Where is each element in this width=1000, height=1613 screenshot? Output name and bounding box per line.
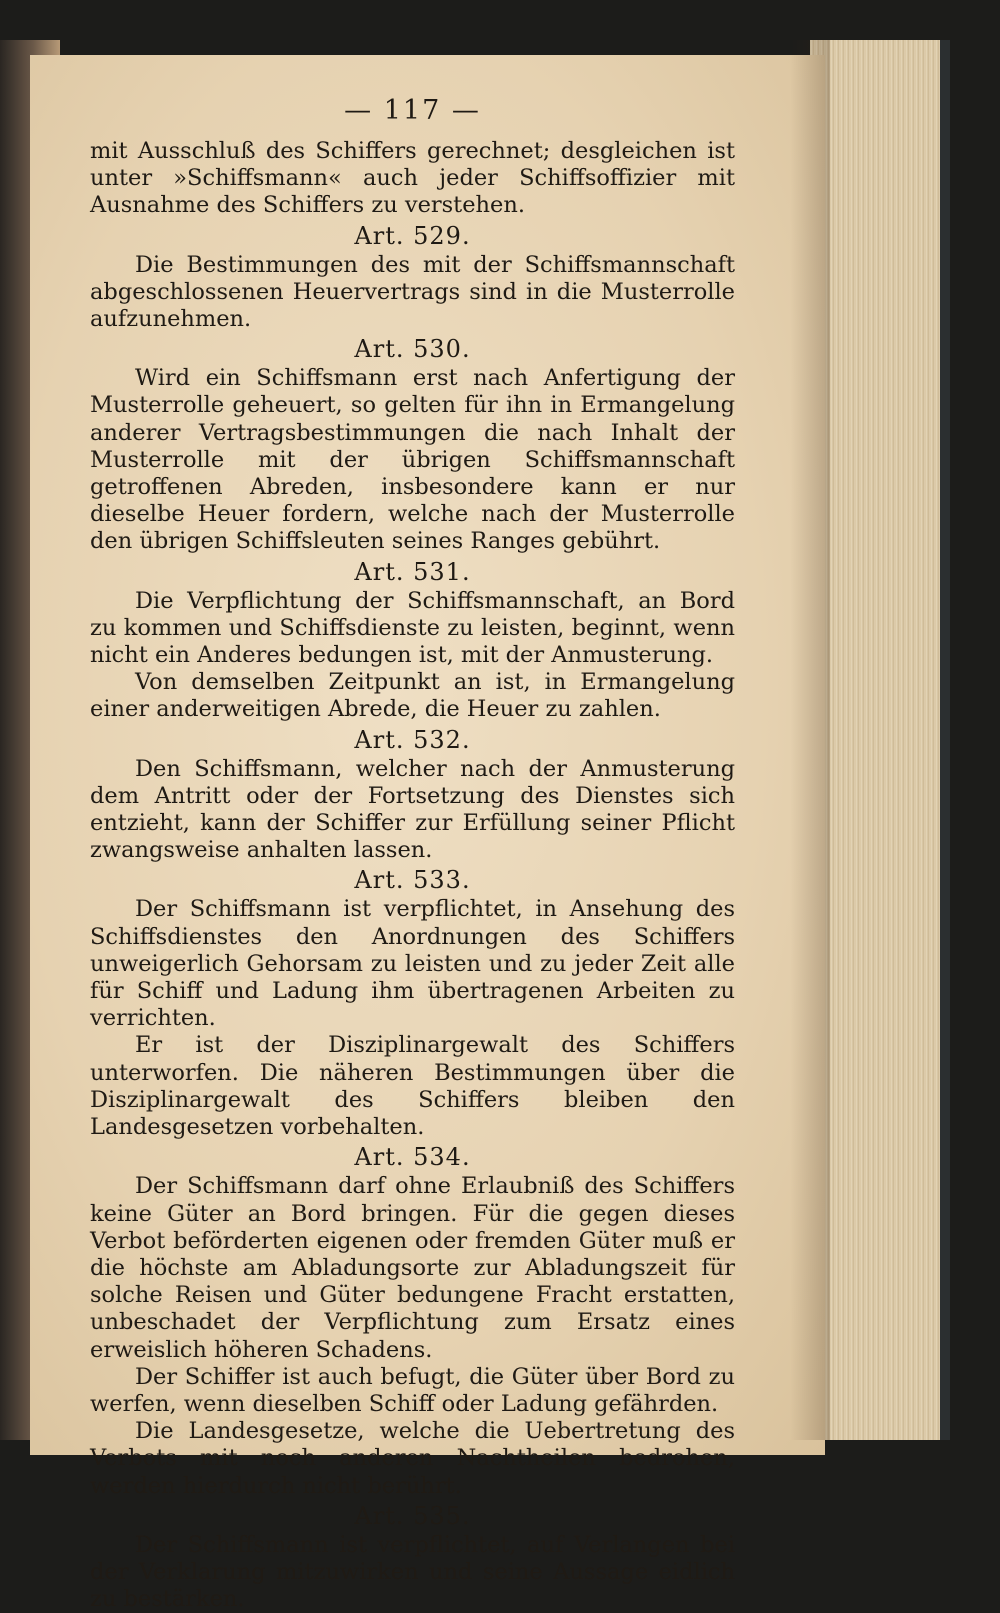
paragraph-art-531-a: Die Verpflichtung der Schiffsmannschaft, an Bord zu kommen und Schiffsdienste zu leisten, beginnt, wenn nicht ein Anderes bedungen ist, mit der Anmusterung. [90, 587, 735, 669]
paragraph-art-534-b: Der Schiffer ist auch befugt, die Güter über Bord zu werfen, wenn dieselben Schiff oder Ladung gefährden. [90, 1363, 735, 1417]
paragraph-art-534-c: Die Landesgesetze, welche die Uebertretung des Verbots mit noch anderen Nachtheilen bedrohen, werden hierdurch nicht berührt. [90, 1418, 735, 1499]
article-heading-529: Art. 529. [354, 221, 471, 250]
paragraph-art-529: Die Bestimmungen des mit der Schiffsmannschaft abgeschlossenen Heuervertrags sind in die Musterrolle aufzunehmen. [90, 251, 735, 333]
article-heading-534: Art. 534. [354, 1143, 471, 1172]
paragraph-art-533-a: Der Schiffsmann ist verpflichtet, in Ansehung des Schiffsdienstes den Anordnungen des Schiffers unweigerlich Gehorsam zu leisten und zu jeder Zeit alle für Schiff und Ladung ihm übertragenen Arbeiten zu verrichten. [90, 896, 735, 1032]
article-heading-533: Art. 533. [354, 866, 471, 895]
article-heading-532: Art. 532. [354, 725, 471, 754]
paragraph-intro: mit Ausschluß des Schiffers gerechnet; desgleichen ist unter »Schiffsmann« auch jeder Schiffsoffizier mit Ausnahme des Schiffers zu verstehen. [90, 138, 735, 219]
page-content [90, 95, 735, 1613]
spine-shadow [790, 40, 830, 1440]
page-number: — 117 — [344, 95, 481, 126]
paragraph-art-532: Den Schiffsmann, welcher nach der Anmusterung dem Antritt oder der Fortsetzung des Dienstes sich entzieht, kann der Schiffer zur Erfüllung seiner Pflicht zwangsweise anhalten lassen. [90, 755, 735, 864]
article-heading-535: Art. 535. [354, 1501, 471, 1530]
body-text [90, 138, 735, 1613]
paragraph-art-534-a: Der Schiffsmann darf ohne Erlaubniß des Schiffers keine Güter an Bord bringen. Für die gegen dieses Verbot beförderten eigenen oder fremden Güter muß er die höchste am Abladungsorte zur Abladungszeit für solche Reisen und Güter bedungene Fracht erstatten, unbeschadet der Verpflichtung zum Ersatz eines erweislich höheren Schadens. [90, 1173, 735, 1363]
page-edges [810, 40, 950, 1440]
article-heading-531: Art. 531. [354, 557, 471, 586]
article-heading-530: Art. 530. [354, 335, 471, 364]
paragraph-art-531-b: Von demselben Zeitpunkt an ist, in Ermangelung einer anderweitigen Abrede, die Heuer zu zahlen. [90, 669, 735, 723]
book-page [30, 55, 825, 1613]
paragraph-art-530: Wird ein Schiffsmann erst nach Anfertigung der Musterrolle geheuert, so gelten für ihn in Ermangelung anderer Vertragsbestimmungen die nach Inhalt der Musterrolle mit der übrigen Schiffsmannschaft getroffenen Abreden, insbesondere kann er nur dieselbe Heuer fordern, welche nach der Musterrolle den übrigen Schiffsleuten seines Ranges gebührt. [90, 365, 735, 555]
paragraph-art-533-b: Er ist der Disziplinargewalt des Schiffers unterworfen. Die näheren Bestimmungen über die Disziplinargewalt des Schiffers bleiben den Landesgesetzen vorbehalten. [90, 1032, 735, 1141]
paragraph-art-535: Der Schiffsmann ist verpflichtet, auf Verlangen bei der Verklarung mitzuwirken und seine Aussage eidlich zu bestärken. [90, 1531, 735, 1613]
